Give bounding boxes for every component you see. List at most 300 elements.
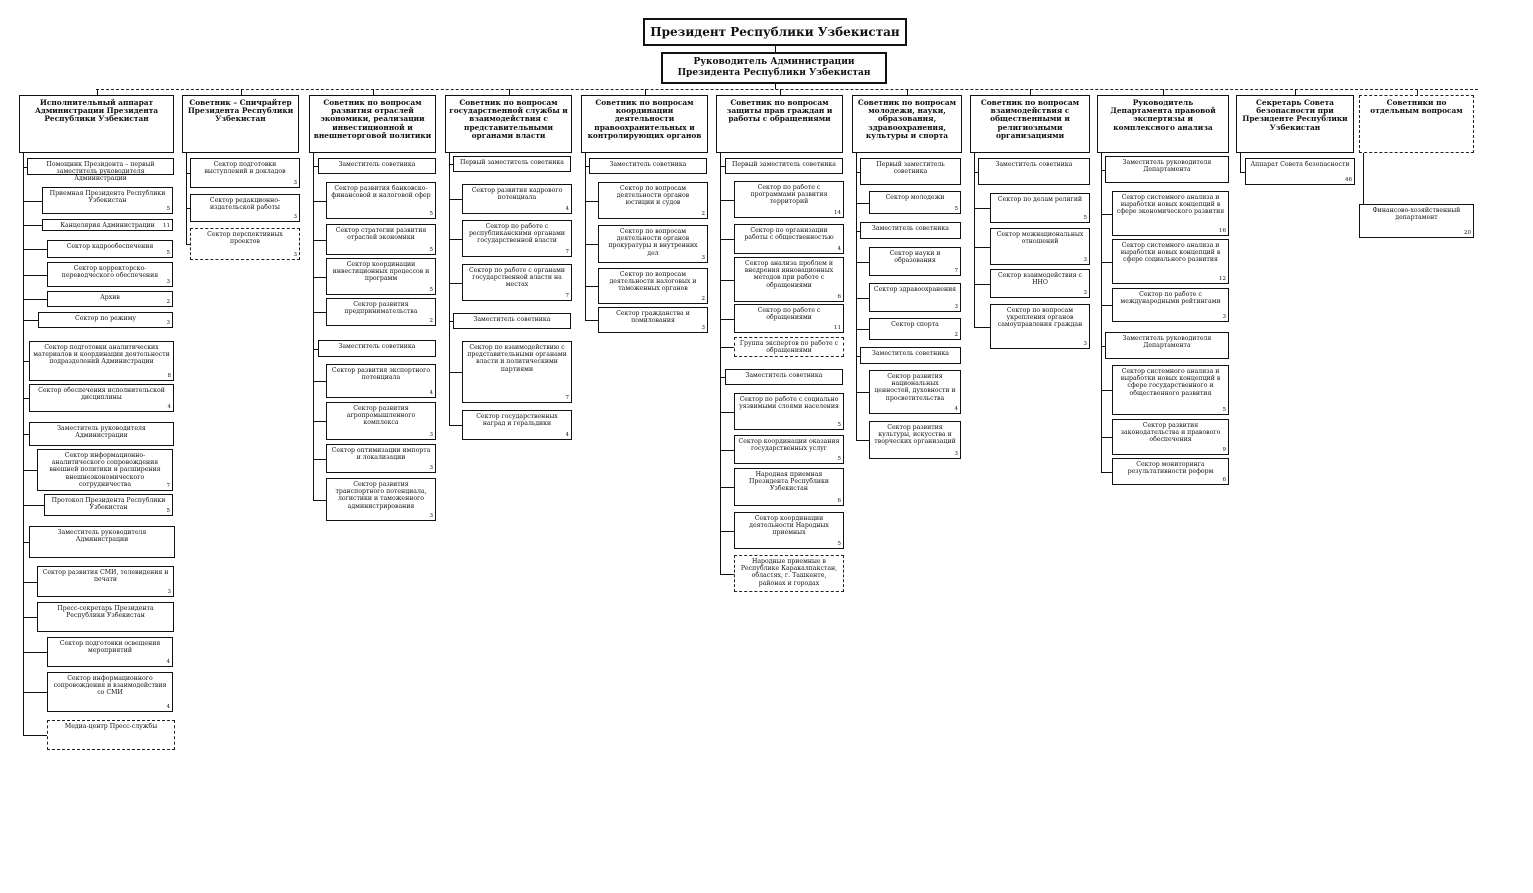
staff-count: 5 — [837, 456, 841, 462]
connector — [23, 249, 47, 250]
connector — [23, 470, 37, 471]
administration-head-box — [661, 52, 887, 84]
staff-count: 4 — [167, 404, 171, 410]
col1-item-14 — [37, 566, 174, 597]
col1-item-3 — [42, 219, 173, 231]
connector — [1240, 172, 1245, 173]
col9-item-1-label: Заместитель руководителя Департамента — [1122, 159, 1212, 174]
connector — [313, 201, 326, 202]
col4-item-5-label: Заместитель советника — [473, 316, 551, 323]
connector — [720, 531, 734, 532]
col1-item-2-label: Приемная Президента Республики Узбекистан — [49, 190, 166, 205]
col4-item-1 — [453, 156, 571, 172]
staff-count: 5 — [429, 287, 433, 293]
president-box — [643, 18, 907, 46]
connector — [585, 320, 598, 321]
col4-item-6-label: Сектор по взаимодействию с представительными органами власти и политическими партиями — [467, 344, 567, 373]
connector — [720, 239, 734, 240]
connector — [509, 89, 510, 95]
col4-item-7 — [462, 410, 572, 440]
staff-count: 4 — [166, 659, 170, 665]
connector — [313, 500, 326, 501]
staff-count: 12 — [1219, 276, 1226, 282]
column-head-5-label: Советник по вопросам координации деятельности правоохранительных и контролирующих органов — [587, 98, 702, 140]
col6-item-3 — [734, 224, 844, 254]
col9-item-8-label: Сектор мониторинга результативности реформ — [1127, 461, 1214, 476]
col6-item-1 — [725, 158, 843, 174]
column-head-3 — [309, 95, 436, 153]
col8-item-4-label: Сектор взаимодействия с ННО — [998, 272, 1082, 287]
connector — [313, 459, 326, 460]
col7-item-1-label: Первый заместитель советника — [876, 161, 945, 176]
connector — [585, 166, 589, 167]
col5-item-1 — [589, 158, 707, 174]
connector — [856, 356, 860, 357]
connector — [313, 277, 326, 278]
col7-item-8 — [869, 370, 961, 414]
connector — [23, 652, 47, 653]
connector — [1101, 346, 1105, 347]
column-head-6-label: Советник по вопросам защиты прав граждан и работы с обращениями — [726, 98, 833, 124]
connector — [186, 153, 187, 244]
staff-count: 5 — [1083, 215, 1087, 221]
col10-item-1-label: Аппарат Совета безопасности — [1250, 161, 1350, 168]
column-head-1-label: Исполнительный аппарат Администрации Президента Республики Узбекистан — [34, 98, 159, 124]
column-head-11 — [1359, 95, 1474, 153]
column-head-9 — [1097, 95, 1229, 153]
col6-item-11-label: Сектор координации деятельности Народных приемных — [749, 515, 829, 537]
connector — [23, 299, 47, 300]
connector — [23, 735, 47, 736]
staff-count: 4 — [429, 390, 433, 396]
col3-item-10-label: Сектор развития транспортного потенциала, логистики и таможенного администрирования — [335, 481, 427, 510]
col3-item-1-label: Заместитель советника — [338, 161, 416, 168]
col5-item-3 — [598, 225, 708, 263]
col1-item-2 — [42, 187, 173, 214]
col7-item-9 — [869, 421, 961, 459]
connector — [1163, 89, 1164, 95]
column-head-1 — [19, 95, 174, 153]
connector — [1295, 89, 1296, 95]
connector — [313, 349, 318, 350]
col2-item-3-label: Сектор перспективных проектов — [207, 231, 283, 246]
col1-item-12-label: Протокол Президента Республики Узбекистан — [51, 497, 166, 512]
connector — [974, 284, 990, 285]
col7-item-2 — [869, 191, 961, 214]
col3-item-7 — [326, 364, 436, 398]
col8-item-3-label: Сектор межнациональных отношений — [996, 231, 1084, 246]
col9-item-2-label: Сектор системного анализа и выработки новых концепций в сфере экономического развития — [1116, 194, 1225, 216]
col9-item-3-label: Сектор системного анализа и выработки новых концепций в сфере социального развития — [1120, 242, 1221, 264]
col7-item-4 — [869, 247, 961, 276]
connector — [23, 505, 44, 506]
col3-item-1 — [318, 158, 436, 174]
connector — [1101, 214, 1112, 215]
col7-item-5-label: Сектор здравоохранения — [873, 286, 957, 293]
col1-item-9-label: Сектор обеспечения исполнительской дисциплины — [38, 387, 165, 402]
connector — [775, 46, 776, 52]
col5-item-4-label: Сектор по вопросам деятельности налоговых и таможенных органов — [609, 271, 697, 293]
staff-count: 5 — [429, 247, 433, 253]
connector — [974, 327, 990, 328]
staff-count: 3 — [429, 432, 433, 438]
col3-item-8 — [326, 402, 436, 440]
connector — [974, 153, 975, 327]
connector — [373, 89, 374, 95]
col9-item-8 — [1112, 458, 1229, 485]
col7-item-8-label: Сектор развития национальных ценностей, духовности и просветительства — [874, 373, 956, 402]
staff-count: 3 — [166, 279, 170, 285]
staff-count: 4 — [837, 246, 841, 252]
col9-item-3 — [1112, 239, 1229, 284]
col4-item-2-label: Сектор развития кадрового потенциала — [471, 187, 563, 202]
col6-item-8 — [734, 393, 844, 430]
col10-item-1 — [1245, 158, 1355, 185]
col1-item-5-label: Сектор корректорско-переводческого обеспечения — [61, 265, 159, 280]
connector — [23, 542, 29, 543]
col1-item-13 — [29, 526, 175, 558]
connector — [720, 347, 734, 348]
col3-item-5 — [326, 298, 436, 326]
col4-item-1-label: Первый заместитель советника — [460, 159, 564, 166]
connector — [1101, 437, 1112, 438]
staff-count: 3 — [293, 214, 297, 220]
connector — [23, 275, 47, 276]
col4-item-7-label: Сектор государственных наград и геральдики — [476, 413, 558, 428]
col1-item-15 — [37, 602, 174, 632]
connector — [1101, 305, 1112, 306]
staff-count: 14 — [834, 210, 841, 216]
staff-count: 5 — [166, 206, 170, 212]
col6-item-10 — [734, 468, 844, 506]
col6-item-9-label: Сектор координации оказания государственных услуг — [738, 438, 840, 453]
staff-count: 2 — [701, 296, 705, 302]
col9-item-5 — [1105, 332, 1229, 359]
staff-count: 3 — [701, 325, 705, 331]
col6-item-10-label: Народная приемная Президента Республики Узбекистан — [748, 471, 830, 493]
col6-item-3-label: Сектор по организации работы с общественностью — [744, 227, 834, 242]
staff-count: 4 — [565, 432, 569, 438]
connector — [585, 286, 598, 287]
col1-item-9 — [29, 384, 174, 412]
staff-count: 2 — [429, 318, 433, 324]
connector — [1101, 390, 1112, 391]
col5-item-2-label: Сектор по вопросам деятельности органов юстиции и судов — [616, 185, 690, 207]
col1-item-16 — [47, 637, 173, 667]
staff-count: 5 — [429, 211, 433, 217]
staff-count: 5 — [166, 508, 170, 514]
column-head-5 — [581, 95, 708, 153]
col8-item-3 — [990, 228, 1090, 265]
connector — [720, 450, 734, 451]
connector — [1030, 89, 1031, 95]
staff-count: 3 — [293, 180, 297, 186]
connector — [856, 262, 869, 263]
staff-count: 46 — [1345, 177, 1352, 183]
connector — [313, 312, 326, 313]
col1-item-4 — [47, 240, 173, 258]
col1-item-1 — [27, 158, 174, 183]
col1-item-16-label: Сектор подготовки освещения мероприятий — [59, 640, 161, 655]
staff-count: 8 — [167, 373, 171, 379]
col8-item-1-label: Заместитель советника — [995, 161, 1073, 168]
col1-item-7 — [38, 312, 173, 328]
staff-count: 3 — [1222, 314, 1226, 320]
col1-item-12 — [44, 494, 173, 516]
col6-item-6-label: Группа экспертов по работе с обращениями — [739, 340, 839, 355]
col6-item-4 — [734, 257, 844, 302]
staff-count: 3 — [293, 252, 297, 258]
connector — [186, 244, 190, 245]
connector — [720, 153, 721, 574]
col7-item-5 — [869, 283, 961, 312]
connector — [856, 203, 869, 204]
staff-count: 3 — [1083, 290, 1087, 296]
col2-item-2-label: Сектор редакционно-издательской работы — [209, 197, 281, 212]
col3-item-6-label: Заместитель советника — [338, 343, 416, 350]
col9-item-2 — [1112, 191, 1229, 236]
connector — [974, 208, 990, 209]
col7-item-3 — [860, 222, 961, 239]
column-head-10 — [1236, 95, 1354, 153]
connector — [241, 89, 242, 95]
staff-count: 4 — [166, 704, 170, 710]
col8-item-4 — [990, 269, 1090, 298]
col8-item-5 — [990, 304, 1090, 349]
staff-count: 3 — [1083, 341, 1087, 347]
staff-count: 9 — [1222, 447, 1226, 453]
column-head-4-label: Советник по вопросам государственной службы и взаимодействия с представительными органами власти — [449, 98, 568, 140]
connector — [720, 412, 734, 413]
connector — [1101, 153, 1102, 472]
connector — [856, 298, 869, 299]
col9-item-5-label: Заместитель руководителя Департамента — [1122, 335, 1212, 350]
col9-item-1 — [1105, 156, 1229, 183]
col4-item-6 — [462, 341, 572, 403]
col1-item-4-label: Сектор кадрообеспечения — [66, 243, 154, 250]
connector — [23, 617, 37, 618]
connector — [720, 166, 725, 167]
connector — [23, 398, 29, 399]
connector — [856, 440, 869, 441]
connector — [775, 84, 776, 89]
col1-item-10 — [29, 422, 174, 446]
staff-count: 16 — [1219, 228, 1226, 234]
connector — [449, 239, 462, 240]
col7-item-3-label: Заместитель советника — [872, 225, 949, 232]
col6-item-6 — [734, 337, 844, 357]
connector — [585, 201, 598, 202]
col5-item-4 — [598, 268, 708, 304]
connector — [23, 361, 29, 362]
connector — [449, 321, 453, 322]
col3-item-7-label: Сектор развития экспортного потенциала — [331, 367, 431, 382]
col1-item-5 — [47, 262, 173, 287]
col6-item-8-label: Сектор по работе с социально уязвимыми слоями населения — [739, 396, 839, 411]
col6-item-12-label: Народные приемные в Республике Каракалпакстан, областях, г. Ташкенте, районах и городах — [740, 558, 838, 587]
col6-item-4-label: Сектор анализа проблем и внедрения инновационных методов при работе с обращениями — [744, 260, 834, 289]
col6-item-7 — [725, 369, 843, 385]
connector — [585, 244, 598, 245]
connector — [449, 372, 462, 373]
staff-count: 7 — [565, 249, 569, 255]
staff-count: 3 — [954, 451, 958, 457]
col8-item-5-label: Сектор по вопросам укрепления органов самоуправления граждан — [997, 307, 1083, 329]
col5-item-3-label: Сектор по вопросам деятельности органов прокуратуры и внутренних дел — [608, 228, 698, 257]
col7-item-7-label: Заместитель советника — [872, 350, 949, 357]
col7-item-6 — [869, 318, 961, 340]
connector — [585, 153, 586, 320]
connector — [23, 582, 37, 583]
col1-item-8 — [29, 341, 174, 381]
connector — [1417, 89, 1418, 95]
col9-item-7-label: Сектор развития законодательства и правового обеспечения — [1120, 422, 1221, 444]
col1-item-7-label: Сектор по режиму — [74, 315, 137, 322]
col7-item-1 — [860, 158, 961, 185]
connector — [645, 89, 646, 95]
column-head-2-label: Советник – Спичрайтер Президента Республики Узбекистан — [187, 98, 294, 124]
column-head-10-label: Секретарь Совета безопасности при Президенте Республики Узбекистан — [1242, 98, 1348, 132]
col5-item-2 — [598, 182, 708, 219]
connector — [720, 487, 734, 488]
staff-count: 2 — [166, 299, 170, 305]
staff-count: 6 — [837, 294, 841, 300]
staff-count: 7 — [954, 268, 958, 274]
staff-count: 3 — [429, 513, 433, 519]
connector — [313, 166, 318, 167]
column-head-4 — [445, 95, 572, 153]
col9-item-6-label: Сектор системного анализа и выработки новых концепций в сфере государственного и общественного развития — [1120, 368, 1221, 397]
col3-item-3 — [326, 224, 436, 255]
connector — [23, 225, 42, 226]
connector — [23, 167, 27, 168]
connector — [720, 574, 734, 575]
col6-item-5 — [734, 304, 844, 333]
staff-count: 3 — [954, 304, 958, 310]
connector — [856, 231, 860, 232]
col5-item-5-label: Сектор гражданства и помилования — [616, 310, 690, 325]
connector — [856, 153, 857, 440]
col8-item-2-label: Сектор по делам религий — [997, 196, 1083, 203]
col6-item-2 — [734, 181, 844, 218]
staff-count: 5 — [837, 541, 841, 547]
staff-count: 3 — [167, 589, 171, 595]
column-head-11-label: Советники по отдельным вопросам — [1370, 98, 1463, 116]
connector — [974, 172, 978, 173]
staff-count: 2 — [954, 332, 958, 338]
president-box-label: Президент Республики Узбекистан — [650, 25, 900, 39]
connector — [186, 173, 190, 174]
col6-item-1-label: Первый заместитель советника — [732, 161, 836, 168]
connector — [856, 392, 869, 393]
col6-item-12 — [734, 555, 844, 592]
col9-item-7 — [1112, 419, 1229, 455]
col1-item-15-label: Пресс-секретарь Президента Республики Узбекистан — [57, 605, 154, 620]
connector — [23, 320, 38, 321]
col2-item-1 — [190, 158, 300, 188]
connector — [23, 201, 42, 202]
connector — [23, 153, 24, 735]
col3-item-2-label: Сектор развития банковско-финансовой и налоговой сфер — [331, 185, 431, 200]
col1-item-8-label: Сектор подготовки аналитических материалов и координации деятельности подразделений Администрации — [33, 344, 170, 366]
connector — [186, 208, 190, 209]
col3-item-5-label: Сектор развития предпринимательства — [344, 301, 418, 316]
col2-item-1-label: Сектор подготовки выступлений и докладов — [204, 161, 286, 176]
col1-item-6-label: Архив — [100, 294, 120, 301]
connector — [313, 381, 326, 382]
connector — [313, 240, 326, 241]
col9-item-4-label: Сектор по работе с международными рейтингами — [1120, 291, 1221, 306]
staff-count: 7 — [565, 293, 569, 299]
staff-count: 5 — [837, 422, 841, 428]
column-head-6 — [716, 95, 843, 153]
col9-item-6 — [1112, 365, 1229, 415]
staff-count: 6 — [837, 498, 841, 504]
connector — [449, 425, 462, 426]
column-head-8 — [970, 95, 1090, 153]
connector — [720, 200, 734, 201]
connector — [449, 283, 462, 284]
col6-item-5-label: Сектор по работе с обращениями — [757, 307, 821, 322]
connector — [720, 377, 725, 378]
connector — [1101, 262, 1112, 263]
col5-item-1-label: Заместитель советника — [609, 161, 687, 168]
col7-item-4-label: Сектор науки и образования — [889, 250, 941, 265]
col1-item-13-label: Заместитель руководителя Администрации — [57, 529, 147, 544]
staff-count: 5 — [1222, 407, 1226, 413]
col4-item-3-label: Сектор по работе с республиканскими органами государственной власти — [468, 223, 566, 245]
col1-item-6 — [47, 291, 173, 307]
connector — [23, 434, 29, 435]
column-head-2 — [182, 95, 299, 153]
col4-item-2 — [462, 184, 572, 214]
connector — [449, 199, 462, 200]
col7-item-2-label: Сектор молодежи — [885, 194, 945, 201]
col1-item-18-label: Медиа-центр Пресс-службы — [64, 723, 158, 730]
col3-item-10 — [326, 478, 436, 521]
connector — [449, 153, 450, 425]
connector — [720, 319, 734, 320]
col3-item-6 — [318, 340, 436, 357]
col11-item-1-label: Финансово-хозяйственный департамент — [1372, 207, 1461, 222]
col6-item-2-label: Сектор по работе с программами развития территорий — [750, 184, 828, 206]
connector — [313, 153, 314, 500]
connector — [974, 247, 990, 248]
connector — [780, 89, 781, 95]
connector — [96, 89, 1478, 90]
col1-item-17 — [47, 672, 173, 712]
connector — [313, 421, 326, 422]
col4-item-5 — [453, 313, 571, 329]
connector — [856, 329, 869, 330]
col4-item-4 — [462, 264, 572, 301]
staff-count: 4 — [954, 406, 958, 412]
col1-item-18 — [47, 720, 175, 750]
connector — [449, 164, 453, 165]
column-head-7 — [852, 95, 962, 153]
col6-item-11 — [734, 512, 844, 549]
staff-count: 5 — [954, 206, 958, 212]
col4-item-4-label: Сектор по работе с органами государственной власти на местах — [468, 267, 566, 289]
col3-item-3-label: Сектор стратегии развития отраслей экономики — [335, 227, 427, 242]
staff-count: 7 — [166, 483, 170, 489]
col6-item-7-label: Заместитель советника — [745, 372, 823, 379]
col1-item-17-label: Сектор информационного сопровождения и взаимодействия со СМИ — [53, 675, 167, 697]
column-head-8-label: Советник по вопросам взаимодействия с общественными и религиозными организациями — [980, 98, 1080, 140]
staff-count: 4 — [565, 206, 569, 212]
staff-count: 3 — [1083, 257, 1087, 263]
col7-item-6-label: Сектор спорта — [891, 321, 939, 328]
